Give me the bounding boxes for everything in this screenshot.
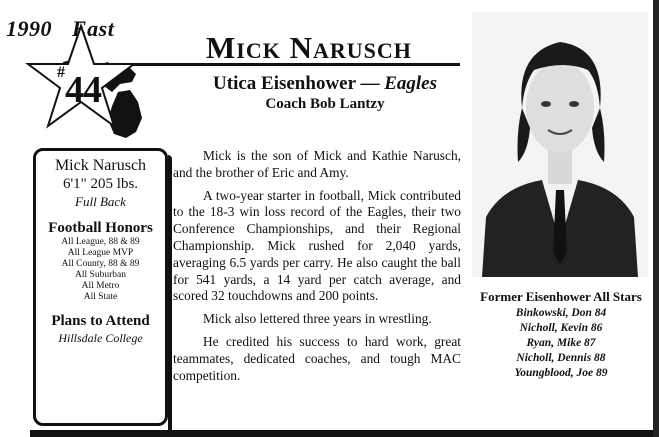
honor-item: All County, 88 & 89	[61, 259, 140, 269]
stats-sidebar	[33, 148, 168, 426]
alumni-list	[468, 306, 654, 381]
sidebar-position: Full Back	[75, 194, 126, 209]
bio-paragraph: Mick also lettered three years in wrestling.	[203, 311, 432, 327]
honor-item: All League MVP	[67, 248, 134, 258]
player-name-title: Mick Narusch	[206, 30, 412, 65]
honor-item: All State	[83, 292, 118, 302]
alumni-item: Nicholl, Kevin 86	[519, 322, 603, 334]
honor-item: All Metro	[81, 281, 120, 291]
college-name: Hillsdale College	[58, 331, 143, 345]
player-photo	[472, 12, 648, 277]
honors-heading: Football Honors	[48, 220, 153, 236]
honor-item: All League, 88 & 89	[61, 237, 140, 247]
school-line	[195, 73, 455, 95]
mascot-name: Eagles	[384, 73, 437, 94]
school-separator: —	[355, 73, 385, 94]
alumni-title: Former Eisenhower All Stars	[480, 289, 642, 304]
jersey-number: 44	[65, 69, 101, 111]
alumni-item: Nicholl, Dennis 88	[516, 352, 606, 364]
school-name: Utica Eisenhower	[213, 73, 356, 94]
plans-heading: Plans to Attend	[51, 313, 150, 329]
sidebar-height-weight: 6'1" 205 lbs.	[62, 176, 139, 192]
jersey-hash: #	[57, 64, 65, 81]
bio-paragraph: Mick is the son of Mick and Kathie Narusch, and the brother of Eric and Amy.	[173, 148, 461, 180]
page-edge	[653, 0, 659, 437]
alumni-item: Youngblood, Joe 89	[514, 367, 608, 379]
sidebar-name: Mick Narusch	[54, 157, 147, 174]
alumni-item: Ryan, Mike 87	[526, 337, 596, 349]
honor-item: All Suburban	[75, 270, 126, 280]
alumni-item: Binkowski, Don 84	[515, 307, 607, 319]
bio-paragraph: He credited his success to hard work, great teammates, dedicated coaches, and tough MAC competition.	[173, 333, 461, 383]
bio-text	[173, 148, 461, 390]
coach-line: Coach Bob Lantzy	[265, 96, 385, 112]
region-text: East	[72, 16, 115, 41]
year-text: 1990	[6, 16, 52, 41]
footer-rule	[30, 430, 653, 437]
bio-paragraph: A two-year starter in football, Mick contributed to the 18-3 win loss record of the Eagles, their two Conference Championships, and their Regional Championship. Mick rushed for 2,040 yards, averaging 6.5 yards per carry. He also caught the ball for 541 yards, a 14 yard per catch average, and scored 32 touchdowns and 200 points.	[173, 187, 461, 304]
